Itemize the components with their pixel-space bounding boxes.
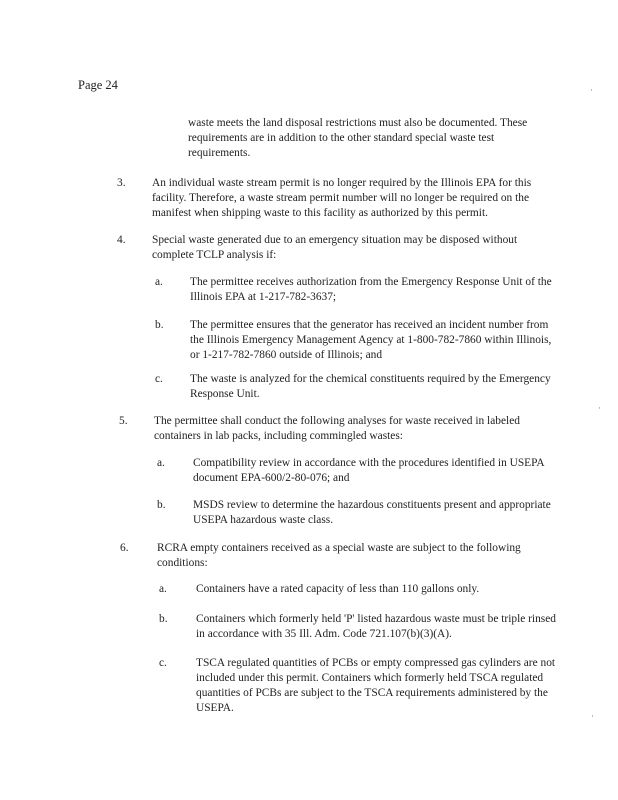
item-4c-letter: c. [155,373,163,385]
item-4b-text: The permittee ensures that the generator has received an incident number from the Illinois Emergency Management Agency at 1-800-782-7860 within Illinois, or 1-217-782-7860 outside of Illinois; and [190,319,552,361]
scan-speck: · [598,403,601,413]
item-6c-text: TSCA regulated quantities of PCBs or empty compressed gas cylinders are not included under this permit. Containers which formerly held TSCA regulated quantities of PCBs are subject to the TSCA requirements administered by the USEPA. [196,657,556,714]
item-5b-text: MSDS review to determine the hazardous constituents present and appropriate USEPA hazardous waste class. [193,499,551,526]
item-6b-text: Containers which formerly held 'P' listed hazardous waste must be triple rinsed in accordance with 35 Ill. Adm. Code 721.107(b)(3)(A). [196,613,556,640]
item-6-text: RCRA empty containers received as a special waste are subject to the following conditions: [157,542,521,569]
page-number: Page 24 [78,78,118,92]
item-4c-text: The waste is analyzed for the chemical constituents required by the Emergency Response Unit. [190,373,551,400]
item-3-text: An individual waste stream permit is no longer required by the Illinois EPA for this facility. Therefore, a waste stream permit number will no longer be required on the manifest when shipping waste to this facility as authorized by this permit. [152,177,532,219]
continuation-paragraph: waste meets the land disposal restrictions must also be documented. These requirements are in addition to the other standard special waste test requirements. [188,117,528,159]
item-4a-letter: a. [155,276,163,288]
item-4b-letter: b. [155,319,164,331]
item-5a-text: Compatibility review in accordance with the procedures identified in USEPA document EPA-600/2-80-076; and [193,457,545,484]
item-3-number: 3. [117,177,126,189]
item-5a-letter: a. [157,457,165,469]
item-4a-text: The permittee receives authorization from the Emergency Response Unit of the Illinois EPA at 1-217-782-3637; [190,276,552,303]
item-5b-letter: b. [157,499,166,511]
item-6b-letter: b. [159,613,168,625]
item-4-number: 4. [117,234,126,246]
item-5-number: 5. [119,415,128,427]
scan-speck: · [591,711,594,721]
item-6-number: 6. [120,542,129,554]
item-6a-letter: a. [159,583,167,595]
item-6a-text: Containers have a rated capacity of less than 110 gallons only. [196,583,480,595]
item-5-text: The permittee shall conduct the following analyses for waste received in labeled containers in lab packs, including commingled wastes: [154,415,520,442]
scan-speck: · [590,85,593,95]
item-4-text: Special waste generated due to an emergency situation may be disposed without complete TCLP analysis if: [152,234,518,261]
item-6c-letter: c. [159,657,167,669]
